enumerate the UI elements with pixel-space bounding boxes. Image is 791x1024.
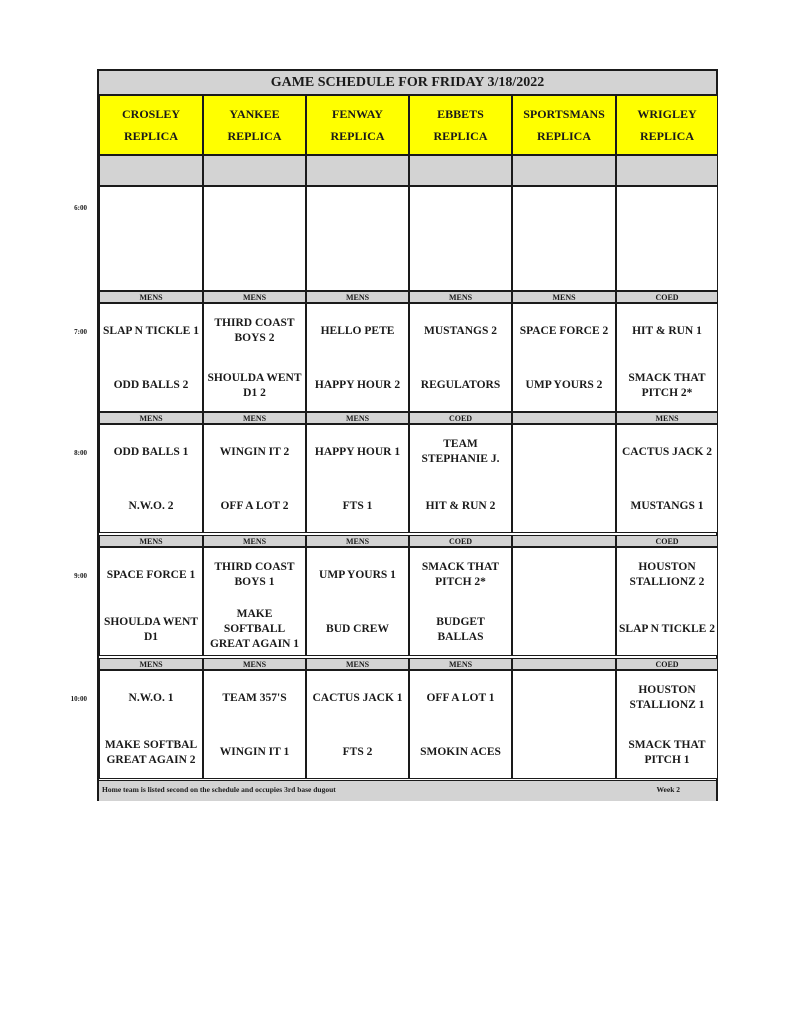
home-team: FTS 1 — [342, 500, 373, 513]
division-label: COED — [409, 412, 512, 424]
division-label: MENS — [306, 535, 409, 547]
division-label: COED — [616, 291, 718, 303]
away-team: THIRD COAST BOYS 1 — [214, 561, 295, 589]
empty-game-cell — [512, 186, 616, 291]
schedule-sheet — [97, 69, 718, 801]
away-team: SPACE FORCE 2 — [519, 324, 609, 337]
field-subtitle: REPLICA — [227, 129, 282, 143]
home-team: WINGIN IT 1 — [219, 746, 290, 759]
home-team: SHOULDA WENT D1 2 — [207, 371, 302, 399]
game-cell — [616, 424, 718, 533]
home-team: SMACK THAT PITCH 2* — [628, 371, 706, 399]
away-team — [513, 425, 615, 480]
home-team: ODD BALLS 2 — [113, 379, 189, 392]
home-team: SMACK THAT PITCH 1 — [628, 738, 706, 766]
away-team: HOUSTON STALLIONZ 1 — [629, 684, 705, 712]
home-team: MAKE SOFTBAL GREAT AGAIN 2 — [104, 738, 198, 766]
empty-game-cell — [616, 186, 718, 291]
game-cell — [409, 670, 512, 779]
field-header-fenway — [306, 95, 409, 155]
spacer-cell — [616, 155, 718, 186]
away-team: WINGIN IT 2 — [219, 445, 290, 458]
schedule-title: GAME SCHEDULE FOR FRIDAY 3/18/2022 — [99, 71, 716, 95]
away-team: N.W.O. 1 — [128, 691, 174, 704]
division-label: MENS — [203, 535, 306, 547]
field-name: FENWAY — [332, 107, 383, 121]
away-team: TEAM STEPHANIE J. — [421, 438, 500, 466]
division-label: COED — [409, 535, 512, 547]
home-team: SHOULDA WENT D1 — [103, 615, 199, 643]
week-label: Week 2 — [656, 785, 680, 794]
time-label: 7:00 — [74, 328, 87, 336]
away-team: HOUSTON STALLIONZ 2 — [629, 561, 705, 589]
time-label: 9:00 — [74, 572, 87, 580]
division-label: MENS — [99, 535, 203, 547]
division-label: MENS — [203, 291, 306, 303]
division-label — [512, 658, 616, 670]
field-name: CROSLEY — [121, 107, 180, 121]
home-team: FTS 2 — [342, 746, 373, 759]
home-team: OFF A LOT 2 — [220, 500, 289, 513]
division-label: MENS — [409, 291, 512, 303]
field-header-yankee — [203, 95, 306, 155]
home-team — [513, 480, 615, 535]
game-cell — [512, 547, 616, 656]
division-label: MENS — [306, 291, 409, 303]
division-label: MENS — [203, 412, 306, 424]
time-label: 10:00 — [70, 695, 87, 703]
home-team: N.W.O. 2 — [128, 500, 174, 513]
spacer-cell — [99, 155, 203, 186]
division-label: MENS — [616, 412, 718, 424]
away-team: MUSTANGS 2 — [424, 324, 497, 337]
away-team: CACTUS JACK 1 — [312, 691, 403, 704]
game-cell — [409, 424, 512, 533]
home-team — [513, 726, 615, 781]
field-header-crosley — [99, 95, 203, 155]
away-team: SLAP N TICKLE 1 — [103, 324, 199, 337]
away-team: HELLO PETE — [320, 324, 395, 337]
division-label: MENS — [409, 658, 512, 670]
schedule-footer — [99, 780, 716, 801]
game-cell — [409, 303, 512, 412]
division-label: MENS — [99, 658, 203, 670]
home-team: REGULATORS — [420, 379, 501, 392]
field-header-sportsmans — [512, 95, 616, 155]
empty-game-cell — [203, 186, 306, 291]
game-cell — [409, 547, 512, 656]
game-cell — [512, 670, 616, 779]
home-team: BUD CREW — [326, 623, 389, 636]
away-team: THIRD COAST BOYS 2 — [214, 317, 295, 345]
home-team: BUDGET BALLAS — [436, 615, 485, 643]
division-label: MENS — [306, 412, 409, 424]
field-subtitle: REPLICA — [639, 129, 694, 143]
away-team: ODD BALLS 1 — [113, 445, 189, 458]
empty-game-cell — [306, 186, 409, 291]
away-team: CACTUS JACK 2 — [621, 445, 713, 458]
game-cell — [99, 670, 203, 779]
game-cell — [99, 303, 203, 412]
field-subtitle: REPLICA — [433, 129, 488, 143]
division-label — [512, 412, 616, 424]
game-cell — [616, 303, 718, 412]
game-cell — [203, 547, 306, 656]
game-cell — [512, 424, 616, 533]
home-team: HAPPY HOUR 2 — [314, 379, 401, 392]
spacer-cell — [409, 155, 512, 186]
field-subtitle: REPLICA — [123, 129, 178, 143]
game-cell — [616, 547, 718, 656]
away-team: SMACK THAT PITCH 2* — [421, 561, 500, 589]
home-team: SLAP N TICKLE 2 — [619, 623, 715, 636]
home-team: MUSTANGS 1 — [630, 500, 704, 513]
game-cell — [306, 547, 409, 656]
game-cell — [512, 303, 616, 412]
division-label: MENS — [99, 412, 203, 424]
home-team-note: Home team is listed second on the schedule and occupies 3rd base dugout — [102, 785, 336, 794]
time-label: 6:00 — [74, 204, 87, 212]
away-team: HAPPY HOUR 1 — [314, 445, 401, 458]
game-cell — [616, 670, 718, 779]
field-name: SPORTSMANS — [523, 107, 605, 121]
division-label: COED — [616, 658, 718, 670]
home-team: SMOKIN ACES — [420, 746, 501, 759]
field-subtitle: REPLICA — [536, 129, 591, 143]
spacer-cell — [512, 155, 616, 186]
away-team: TEAM 357'S — [222, 691, 287, 704]
away-team — [513, 548, 615, 603]
away-team: OFF A LOT 1 — [426, 691, 495, 704]
game-cell — [99, 424, 203, 533]
field-header-wrigley — [616, 95, 718, 155]
field-name: EBBETS — [437, 107, 484, 121]
field-subtitle: REPLICA — [330, 129, 385, 143]
home-team: UMP YOURS 2 — [525, 379, 603, 392]
field-name: WRIGLEY — [637, 107, 697, 121]
field-name: YANKEE — [229, 107, 280, 121]
spacer-cell — [306, 155, 409, 186]
division-label: MENS — [203, 658, 306, 670]
game-cell — [203, 303, 306, 412]
away-team: SPACE FORCE 1 — [106, 568, 196, 581]
division-label — [512, 535, 616, 547]
game-cell — [203, 424, 306, 533]
spacer-cell — [203, 155, 306, 186]
division-label: MENS — [512, 291, 616, 303]
away-team: HIT & RUN 1 — [632, 324, 702, 337]
time-label: 8:00 — [74, 449, 87, 457]
empty-game-cell — [99, 186, 203, 291]
away-team — [513, 671, 615, 726]
division-label: MENS — [306, 658, 409, 670]
game-cell — [306, 670, 409, 779]
game-cell — [306, 424, 409, 533]
field-header-ebbets — [409, 95, 512, 155]
division-label: COED — [616, 535, 718, 547]
empty-game-cell — [409, 186, 512, 291]
home-team — [513, 603, 615, 658]
away-team: UMP YOURS 1 — [319, 568, 396, 581]
home-team: HIT & RUN 2 — [425, 500, 496, 513]
home-team: MAKE SOFTBALL GREAT AGAIN 1 — [209, 608, 300, 651]
game-cell — [99, 547, 203, 656]
division-label: MENS — [99, 291, 203, 303]
game-cell — [306, 303, 409, 412]
game-cell — [203, 670, 306, 779]
